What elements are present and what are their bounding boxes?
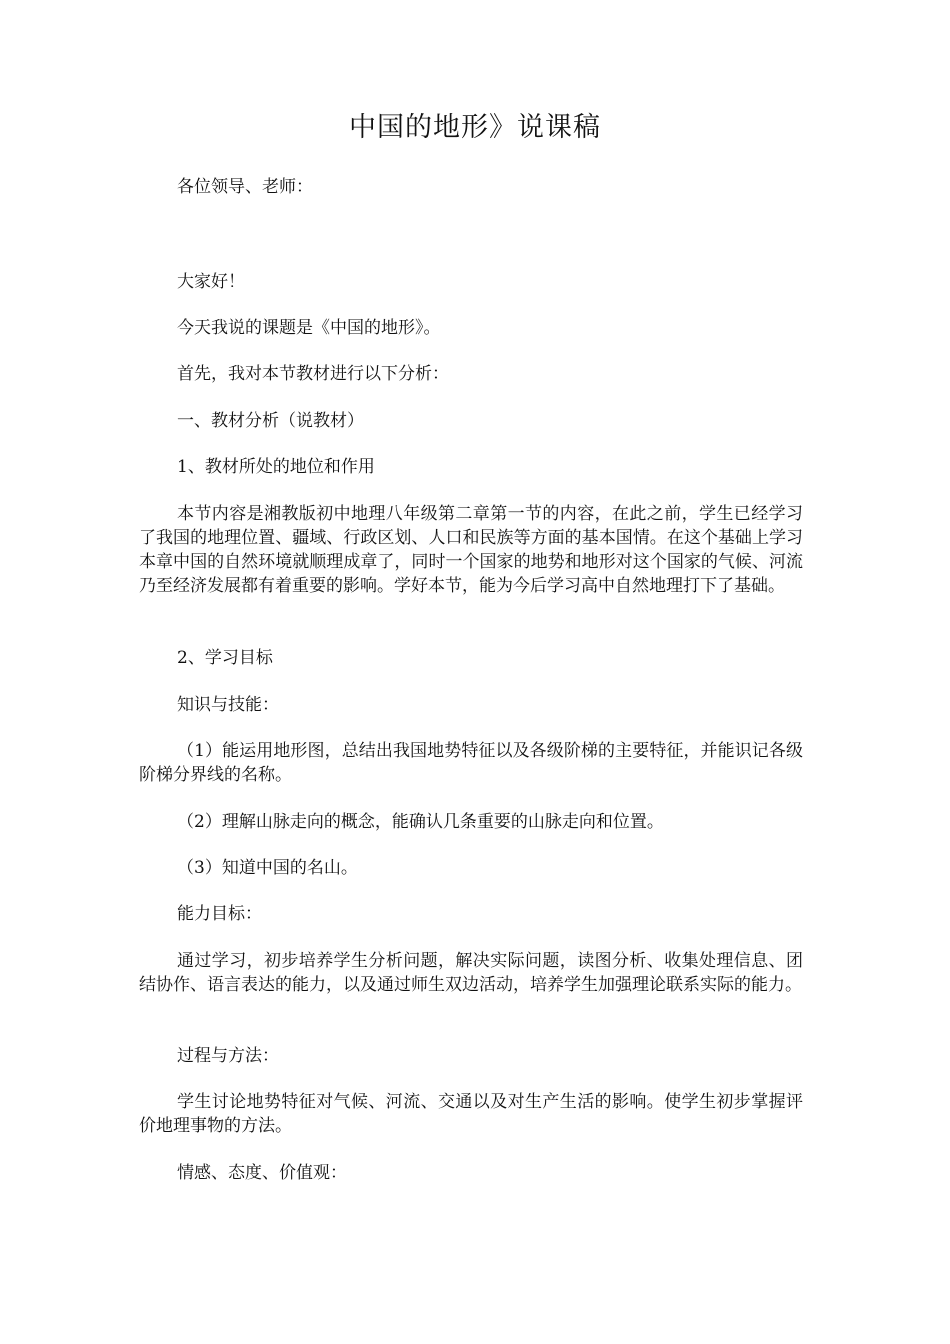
paragraph-position-body: 本节内容是湘教版初中地理八年级第二章第一节的内容，在此之前，学生已经学习了我国的地理位置、疆域、行政区划、人口和民族等方面的基本国情。在这个基础上学习本章中国的自然环境就顺理成章了，同时一个国家的地势和地形对这个国家的气候、河流乃至经济发展都有着重要的影响。学好本节，能为今后学习高中自然地理打下了基础。	[139, 504, 803, 596]
document-title: 中国的地形》说课稿	[349, 112, 601, 143]
section-heading-1: 一、教材分析（说教材）	[177, 411, 364, 431]
subheading-objectives: 2、学习目标	[177, 648, 273, 668]
analysis-intro: 首先，我对本节教材进行以下分析：	[177, 364, 449, 384]
topic-intro: 今天我说的课题是《中国的地形》。	[177, 318, 441, 338]
greeting: 各位领导、老师：	[177, 177, 313, 197]
ability-heading: 能力目标：	[177, 904, 262, 924]
emotion-values-heading: 情感、态度、价值观：	[177, 1163, 347, 1183]
objective-item-2: （2）理解山脉走向的概念，能确认几条重要的山脉走向和位置。	[177, 812, 664, 832]
process-method-heading: 过程与方法：	[177, 1046, 279, 1066]
process-method-body: 学生讨论地势特征对气候、河流、交通以及对生产生活的影响。使学生初步掌握评价地理事物的方法。	[139, 1092, 803, 1136]
salutation: 大家好！	[177, 272, 245, 292]
subheading-position: 1、教材所处的地位和作用	[177, 457, 375, 477]
objective-item-1: （1）能运用地形图，总结出我国地势特征以及各级阶梯的主要特征，并能识记各级阶梯分界线的名称。	[139, 741, 803, 785]
objective-item-3: （3）知道中国的名山。	[177, 858, 358, 878]
ability-body: 通过学习，初步培养学生分析问题，解决实际问题，读图分析、收集处理信息、团结协作、语言表达的能力，以及通过师生双边活动，培养学生加强理论联系实际的能力。	[139, 951, 803, 995]
knowledge-skills-heading: 知识与技能：	[177, 695, 279, 715]
